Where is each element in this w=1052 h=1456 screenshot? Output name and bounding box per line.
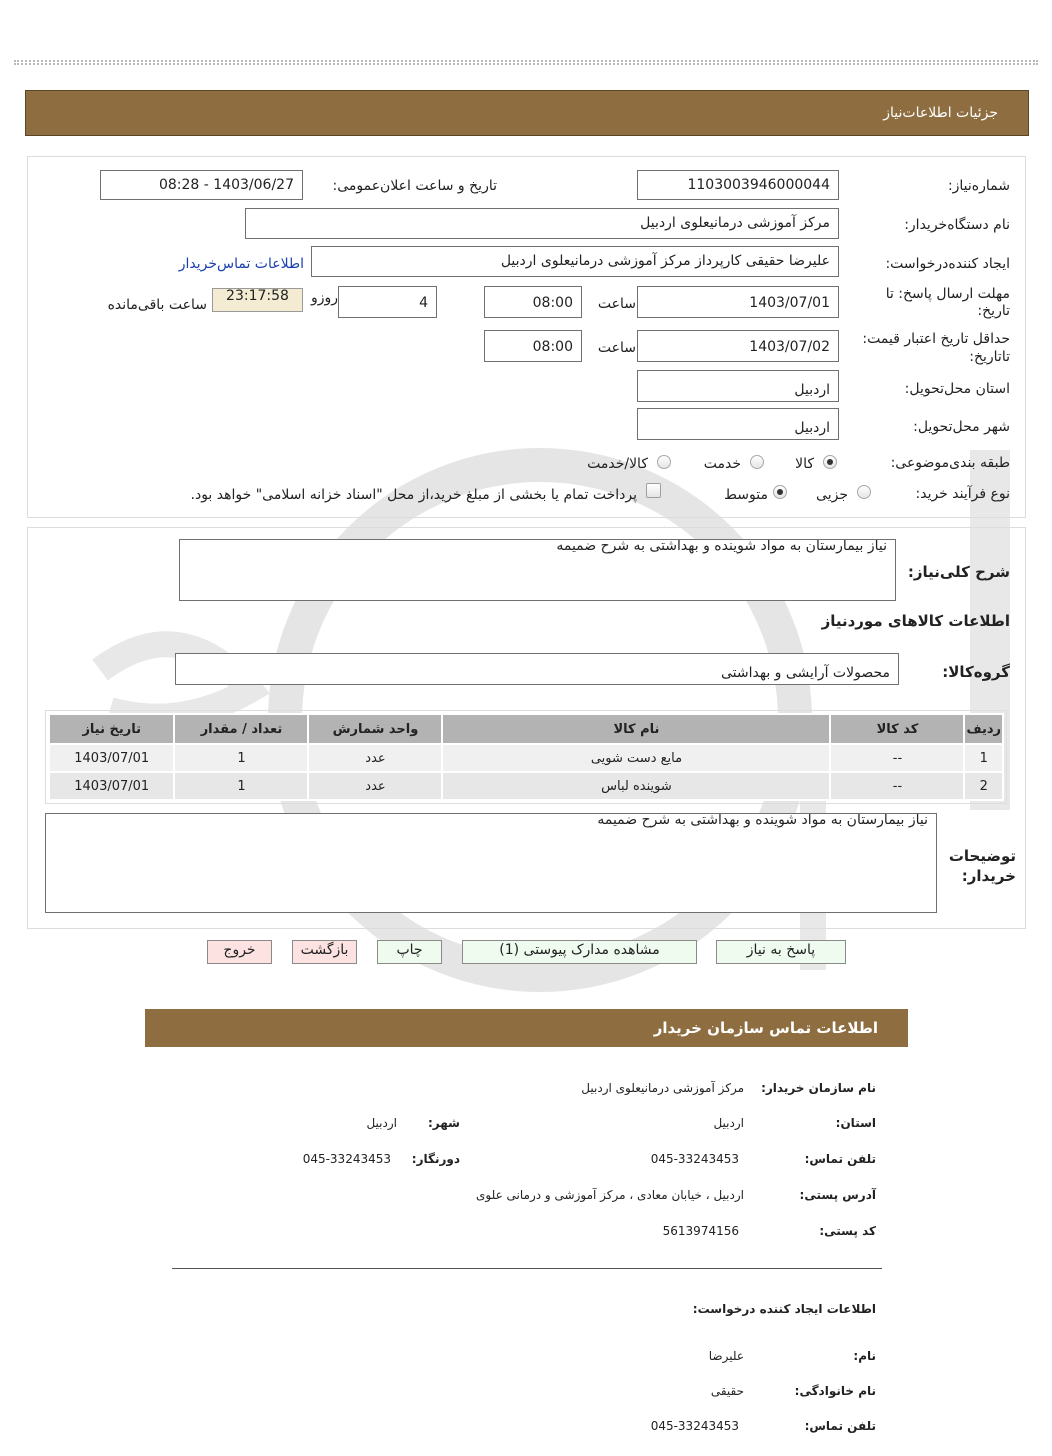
cell-qty: 1 [174, 744, 308, 772]
radio-button-icon[interactable] [657, 455, 671, 469]
creator-last-name-label: نام خانوادگی: [794, 1384, 876, 1398]
col-qty: تعداد / مقدار [174, 714, 308, 744]
need-description-field: نیاز بیمارستان به مواد شوینده و بهداشتی به شرح ضمیمه [179, 539, 896, 601]
contact-address-value: اردبیل ، خیابان معادی ، مرکز آموزشی و درمانی علوی [476, 1188, 744, 1202]
cell-name: شوینده لباس [442, 772, 830, 800]
top-separator [14, 60, 1038, 65]
radio-button-icon[interactable] [857, 485, 871, 499]
purchase-option-partial: جزیی [816, 487, 848, 503]
buyer-org-label: نام دستگاه‌خریدار: [904, 217, 1010, 233]
cell-date: 1403/07/01 [49, 744, 174, 772]
creator-phone-value: 045-33243453 [650, 1419, 739, 1433]
cell-unit: عدد [308, 772, 442, 800]
response-deadline-time: 08:00 [484, 286, 582, 318]
treasury-payment-note: پرداخت تمام یا بخشی از مبلغ خرید،از محل "اسناد خزانه اسلامی" خواهد بود. [190, 487, 637, 503]
requester-label: ایجاد کننده‌درخواست: [885, 256, 1010, 272]
response-deadline-label: مهلت ارسال پاسخ: تا تاریخ: [885, 286, 1010, 319]
need-number-field: 1103003946000044 [637, 170, 839, 200]
radio-button-icon[interactable] [823, 455, 837, 469]
col-date: تاریخ نیاز [49, 714, 174, 744]
price-validity-label: حداقل تاریخ اعتبار قیمت: تاتاریخ: [862, 331, 1010, 365]
goods-table-wrap [45, 710, 1007, 804]
goods-table [48, 713, 1004, 801]
back-button[interactable]: بازگشت [292, 940, 357, 964]
subject-category-label: طبقه بندی‌موضوعی: [890, 455, 1010, 471]
price-validity-time-label: ساعت [597, 340, 636, 356]
print-button[interactable]: چاپ [377, 940, 442, 964]
creator-last-name-value: حقیقی [710, 1384, 744, 1398]
buyer-contact-link[interactable]: اطلاعات تماس‌خریدار [178, 256, 304, 272]
price-validity-time: 08:00 [484, 330, 582, 362]
category-option-goods: کالا [795, 456, 814, 472]
contact-phone-value: 045-33243453 [650, 1152, 739, 1166]
creator-phone-label: تلفن تماس: [804, 1419, 876, 1433]
purchase-option-medium: متوسط [724, 487, 768, 503]
contact-province-label: استان: [835, 1116, 876, 1130]
remaining-time-counter: 23:17:58 [212, 288, 303, 312]
cell-row: 1 [964, 744, 1003, 772]
announce-datetime-label: تاریخ و ساعت اعلان‌عمومی: [332, 178, 497, 194]
checkbox-icon[interactable] [646, 483, 661, 498]
delivery-city-label: شهر محل‌تحویل: [913, 419, 1010, 435]
cell-row: 2 [964, 772, 1003, 800]
col-name: نام کالا [442, 714, 830, 744]
contact-postal-code-value: 5613974156 [662, 1224, 739, 1238]
radio-button-icon[interactable] [750, 455, 764, 469]
delivery-province-label: استان محل‌تحویل: [904, 381, 1010, 397]
remaining-days-field: 4 [338, 286, 437, 318]
cell-qty: 1 [174, 772, 308, 800]
buyer-notes-field: نیاز بیمارستان به مواد شوینده و بهداشتی به شرح ضمیمه [45, 813, 937, 913]
response-deadline-date: 1403/07/01 [637, 286, 839, 318]
buyer-org-field: مرکز آموزشی درمانیعلوی اردبیل [245, 208, 839, 239]
col-code: کد کالا [830, 714, 964, 744]
creator-first-name-label: نام: [853, 1349, 876, 1363]
exit-button[interactable]: خروج [207, 940, 272, 964]
goods-group-field: محصولات آرایشی و بهداشتی [175, 653, 899, 685]
delivery-province-field: اردبیل [637, 370, 839, 402]
creator-first-name-value: علیرضا [708, 1349, 744, 1363]
view-attachments-button[interactable]: مشاهده مدارک پیوستی (1) [462, 940, 697, 964]
price-validity-date: 1403/07/02 [637, 330, 839, 362]
remaining-time-label: ساعت باقی‌مانده [107, 297, 207, 313]
contact-divider [172, 1268, 882, 1269]
contact-city-value: اردبیل [366, 1116, 397, 1130]
contact-address-label: آدرس پستی: [799, 1188, 876, 1202]
creator-section-title: اطلاعات ایجاد کننده درخواست: [692, 1302, 876, 1316]
contact-org-value: مرکز آموزشی درمانیعلوی اردبیل [581, 1081, 744, 1095]
category-option-service: خدمت [703, 456, 741, 472]
buyer-notes-label: توضیحات خریدار: [948, 847, 1016, 885]
contact-section-title: اطلاعات تماس سازمان خریدار [653, 1019, 878, 1037]
announce-datetime-field: 1403/06/27 - 08:28 [100, 170, 303, 200]
col-row: ردیف [964, 714, 1003, 744]
purchase-type-label: نوع فرآیند خرید: [915, 486, 1010, 502]
category-option-goods-service: کالا/خدمت [587, 456, 648, 472]
contact-org-label: نام سازمان خریدار: [761, 1081, 876, 1095]
page-title: جزئیات اطلاعات‌نیاز [883, 105, 998, 121]
contact-fax-value: 045-33243453 [302, 1152, 391, 1166]
page-header [25, 90, 1029, 136]
contact-phone-label: تلفن تماس: [804, 1152, 876, 1166]
requester-field: علیرضا حقیقی کارپرداز مرکز آموزشی درمانیعلوی اردبیل [311, 246, 839, 277]
goods-group-label: گروه‌کالا: [942, 663, 1010, 681]
table-row [49, 772, 1003, 800]
radio-button-icon[interactable] [773, 485, 787, 499]
contact-fax-label: دورنگار: [411, 1152, 460, 1166]
cell-unit: عدد [308, 744, 442, 772]
table-row [49, 744, 1003, 772]
cell-code: -- [830, 772, 964, 800]
contact-city-label: شهر: [428, 1116, 460, 1130]
cell-date: 1403/07/01 [49, 772, 174, 800]
col-unit: واحد شمارش [308, 714, 442, 744]
contact-section-header [145, 1009, 908, 1047]
need-description-label: شرح کلی‌نیاز: [907, 563, 1010, 581]
days-label: روزو [310, 290, 338, 306]
response-deadline-time-label: ساعت [597, 296, 636, 312]
cell-code: -- [830, 744, 964, 772]
cell-name: مایع دست شویی [442, 744, 830, 772]
goods-section-title: اطلاعات کالاهای موردنیاز [821, 612, 1010, 630]
contact-province-value: اردبیل [713, 1116, 744, 1130]
contact-postal-code-label: کد پستی: [819, 1224, 876, 1238]
reply-button[interactable]: پاسخ به نیاز [716, 940, 846, 964]
delivery-city-field: اردبیل [637, 408, 839, 440]
goods-table-header [49, 714, 1003, 744]
need-number-label: شماره‌نیاز: [947, 178, 1010, 194]
